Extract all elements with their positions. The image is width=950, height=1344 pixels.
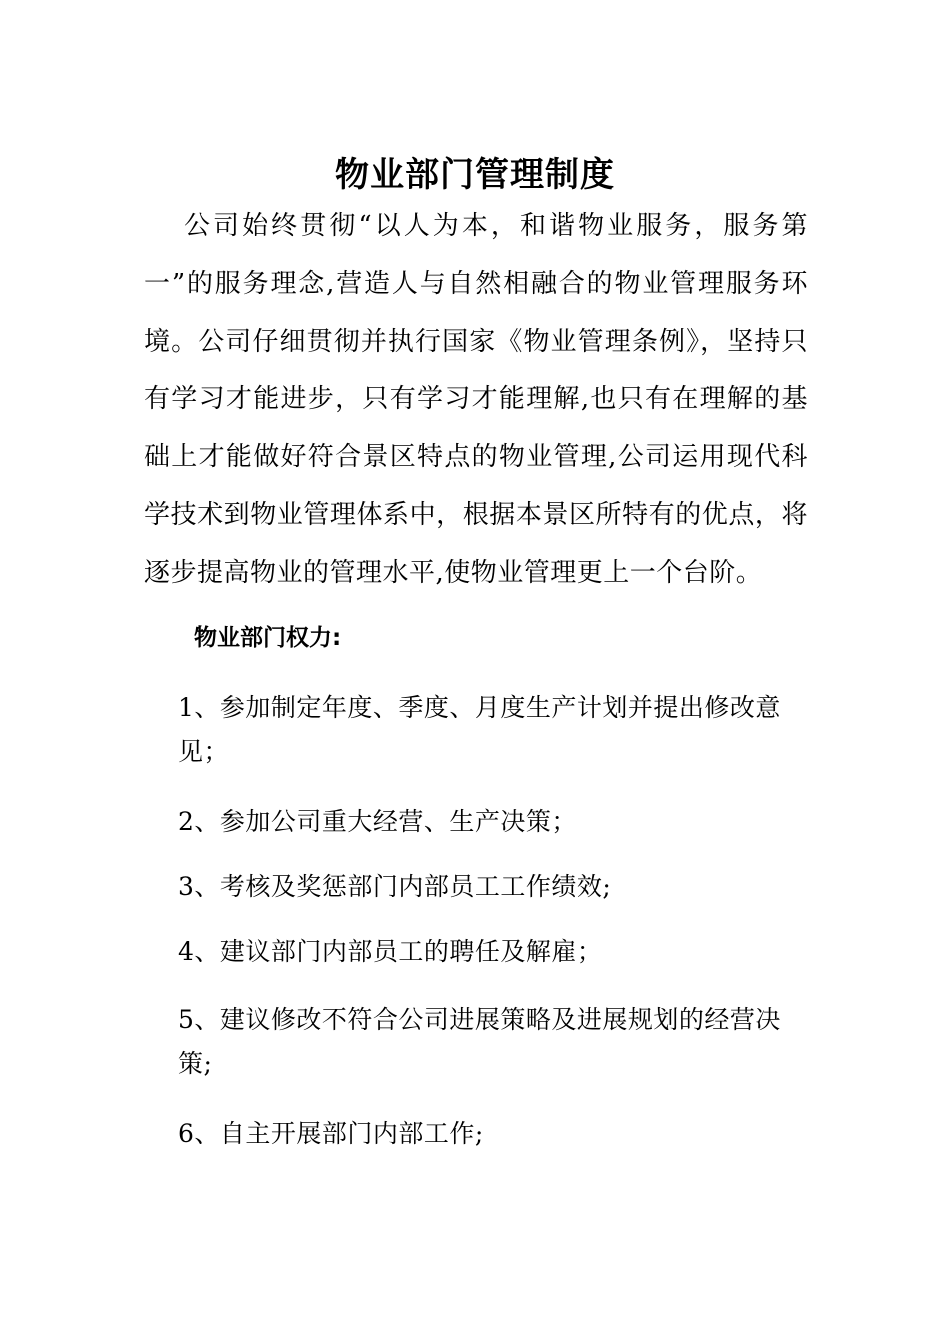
list-item-4: 4、建议部门内部员工的聘任及解雇； xyxy=(178,937,603,966)
list-item-3: 3、考核及奖惩部门内部员工工作绩效; xyxy=(178,872,612,901)
section-heading-powers: 物业部门权力: xyxy=(194,625,342,651)
list-item-1: 1、参加制定年度、季度、月度生产计划并提出修改意见； xyxy=(178,693,781,766)
list-item-5: 5、建议修改不符合公司进展策略及进展规划的经营决策; xyxy=(178,1005,781,1078)
list-item-6: 6、自主开展部门内部工作; xyxy=(178,1119,484,1148)
list-item-2: 2、参加公司重大经营、生产决策； xyxy=(178,807,577,836)
document-title: 物业部门管理制度 xyxy=(335,154,615,195)
intro-paragraph: 公司始终贯彻“以人为本，和谐物业服务，服务第一”的服务理念,营造人与自然相融合的物业管理服务环境。公司仔细贯彻并执行国家《物业管理条例》，坚持只有学习才能进步，只有学习才能理解,也只有在理解的基础上才能做好符合景区特点的物业管理,公司运用现代科学技术到物业管理体系中，根据本景区所特有的优点，将逐步提高物业的管理水平,使物业管理更上一个台阶。 xyxy=(144,211,808,588)
